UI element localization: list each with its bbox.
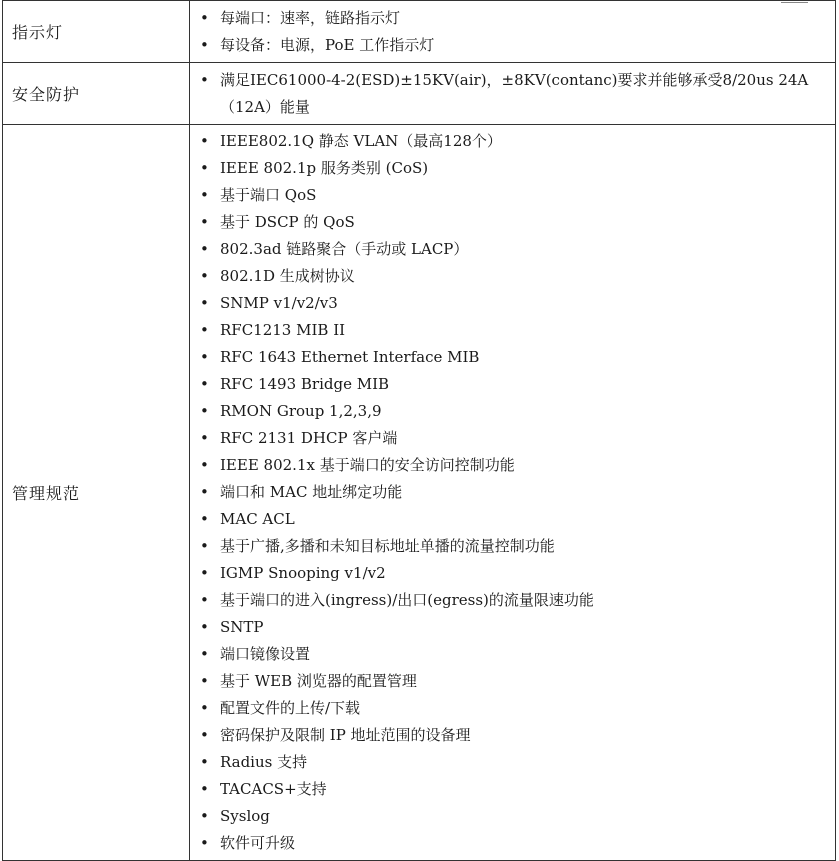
list-item: • 802.3ad 链路聚合（手动或 LACP） (200, 236, 835, 263)
list-item: • RMON Group 1,2,3,9 (200, 398, 835, 425)
list-item: • 密码保护及限制 IP 地址范围的设备理 (200, 722, 835, 749)
list-item: • IEEE 802.1p 服务类别 (CoS) (200, 155, 835, 182)
list-item: • 端口和 MAC 地址绑定功能 (200, 479, 835, 506)
category-label: 管理规范 (12, 484, 81, 503)
list-item: • 基于端口的进入(ingress)/出口(egress)的流量限速功能 (200, 587, 835, 614)
list-item: • IEEE802.1Q 静态 VLAN（最高128个） (200, 128, 835, 155)
list-item: • 基于广播,多播和未知目标地址单播的流量控制功能 (200, 533, 835, 560)
category-cell (3, 1, 190, 63)
list-item: • IEEE 802.1x 基于端口的安全访问控制功能 (200, 452, 835, 479)
items-cell (190, 63, 836, 125)
items-cell (190, 1, 836, 63)
list-item: • RFC1213 MIB II (200, 317, 835, 344)
list-item: • 满足IEC61000-4-2(ESD)±15KV(air)，±8KV(contanc)要求并能够承受8/20us 24A（12A）能量 (200, 67, 835, 121)
table-row-security (3, 63, 836, 125)
spec-list (200, 67, 835, 121)
list-item: • 802.1D 生成树协议 (200, 263, 835, 290)
spec-list (200, 128, 835, 857)
table-row-indicator (3, 1, 836, 63)
items-cell (190, 125, 836, 861)
list-item: • 基于 DSCP 的 QoS (200, 209, 835, 236)
list-item: • 端口镜像设置 (200, 641, 835, 668)
table-row-management (3, 125, 836, 861)
list-item: • 软件可升级 (200, 830, 835, 857)
list-item: • SNTP (200, 614, 835, 641)
list-item: • Syslog (200, 803, 835, 830)
category-cell (3, 125, 190, 861)
list-item: • 基于 WEB 浏览器的配置管理 (200, 668, 835, 695)
list-item: • RFC 1643 Ethernet Interface MIB (200, 344, 835, 371)
list-item: • TACACS+支持 (200, 776, 835, 803)
list-item: • 基于端口 QoS (200, 182, 835, 209)
category-cell (3, 63, 190, 125)
list-item: • 每端口：速率，链路指示灯 (200, 5, 835, 32)
spec-list (200, 5, 835, 59)
list-item: • IGMP Snooping v1/v2 (200, 560, 835, 587)
spec-table (2, 0, 836, 861)
list-item: • RFC 1493 Bridge MIB (200, 371, 835, 398)
list-item: • MAC ACL (200, 506, 835, 533)
category-label: 指示灯 (12, 23, 64, 42)
category-label: 安全防护 (12, 85, 81, 104)
list-item: • 每设备：电源，PoE 工作指示灯 (200, 32, 835, 59)
list-item: • SNMP v1/v2/v3 (200, 290, 835, 317)
list-item: • 配置文件的上传/下载 (200, 695, 835, 722)
list-item: • Radius 支持 (200, 749, 835, 776)
list-item: • RFC 2131 DHCP 客户端 (200, 425, 835, 452)
